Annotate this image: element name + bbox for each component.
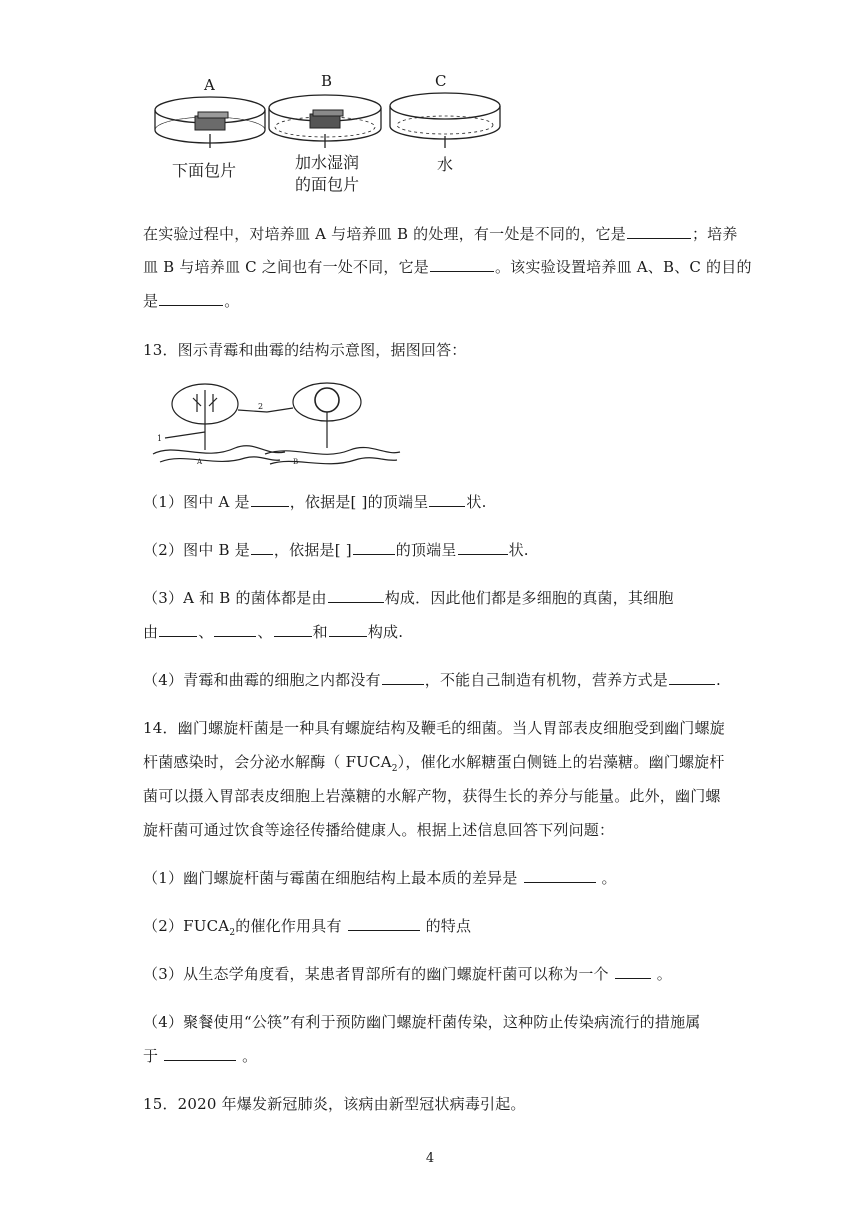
petri-dish-figure [150,72,510,202]
q12-line-1 [143,224,738,244]
answer-blank [251,492,289,507]
q14-line-4: 旋杆菌可通过饮食等途径传播给健康人。根据上述信息回答下列问题： [143,821,615,839]
fig-label-a: A [197,458,203,466]
q14-text: 杆菌感染时，会分泌水解酶（ FUCA [143,753,392,771]
answer-blank [627,224,691,239]
fig-label-1: 1 [157,434,163,443]
answer-blank [524,868,596,883]
q13-part-3-cont [143,622,403,642]
page-number: 4 [425,1151,435,1166]
answer-blank [214,622,256,637]
q13-text: . [715,671,721,689]
answer-blank [274,622,312,637]
q13-part-4 [143,670,721,690]
caption-wet-bread-2: 的面包片 [295,175,360,194]
q13-text: ，依据是[ ] [273,541,352,559]
dish-label-b: B [321,72,333,90]
mold-drawing [145,382,475,472]
q13-text: 构成. [367,623,404,641]
q13-text: 和 [312,623,328,641]
answer-blank [159,622,197,637]
answer-blank [348,916,420,931]
q14-text: （2）FUCA [143,917,230,935]
q14-sub-2 [143,916,471,943]
q13-text: 、 [257,623,273,641]
q14-text: ），催化水解糖蛋白侧链上的岩藻糖。幽门螺旋杆 [397,753,725,771]
q13-text: 由 [143,623,159,641]
answer-blank [164,1046,236,1061]
subscript: 2 [229,928,236,938]
answer-blank [328,588,384,603]
answer-blank [329,622,367,637]
answer-blank [159,291,223,306]
fig-label-2: 2 [258,402,264,411]
q13-title: 13．图示青霉和曲霉的结构示意图，据图回答： [143,341,467,359]
q14-text: 。 [601,869,617,887]
q12-text: 是 [143,292,159,310]
subscript: 2 [391,764,398,774]
q12-line-2 [143,257,752,277]
q12-text: 在实验过程中，对培养皿 A 与培养皿 B 的处理，有一处是不同的，它是 [143,225,626,243]
caption-wet-bread-1: 加水湿润 [295,153,360,172]
q13-part-1 [143,492,487,512]
dish-label-c: C [435,72,447,90]
q14-text: 。 [656,965,672,983]
q14-sub-3 [143,964,672,984]
q12-text: 。该实验设置培养皿 A、B、C 的目的 [494,258,752,276]
mold-structure-figure [145,382,475,472]
q14-text: （1）幽门螺旋杆菌与霉菌在细胞结构上最本质的差异是 [143,869,518,887]
q13-text: 状. [466,493,487,511]
caption-water: 水 [437,155,454,174]
q12-text: 皿 B 与培养皿 C 之间也有一处不同，它是 [143,258,429,276]
q12-text: 。 [224,292,240,310]
answer-blank [251,540,273,555]
answer-blank [458,540,508,555]
q13-text: ，依据是[ ]的顶端呈 [289,493,429,511]
q14-text: 于 [143,1047,159,1065]
q12-line-3 [143,291,239,311]
q14-sub-1 [143,868,617,888]
q13-text: （1）图中 A 是 [143,493,250,511]
q14-line-2 [143,752,725,779]
answer-blank [382,670,424,685]
q12-text: ；培养 [691,225,738,243]
answer-blank [429,492,465,507]
q13-text: （4）青霉和曲霉的细胞之内都没有 [143,671,381,689]
q14-text: （3）从生态学角度看，某患者胃部所有的幽门螺旋杆菌可以称为一个 [143,965,609,983]
q13-text: （2）图中 B 是 [143,541,250,559]
caption-bread: 下面包片 [172,161,237,180]
q14-sub-4: （4）聚餐使用“公筷”有利于预防幽门螺旋杆菌传染，这种防止传染病流行的措施属 [143,1013,701,1031]
q14-text: 的特点 [425,917,472,935]
q15-line: 15．2020 年爆发新冠肺炎，该病由新型冠状病毒引起。 [143,1095,526,1113]
q14-text: 。 [242,1047,258,1065]
q14-text: 的催化作用具有 [235,917,342,935]
answer-blank [615,964,651,979]
q13-part-2 [143,540,529,560]
q14-line-3: 菌可以摄入胃部表皮细胞上岩藻糖的水解产物，获得生长的养分与能量。此外，幽门螺 [143,787,721,805]
answer-blank [353,540,395,555]
q13-text: 的顶端呈 [395,541,457,559]
q14-line-1: 14．幽门螺旋杆菌是一种具有螺旋结构及鞭毛的细菌。当人胃部表皮细胞受到幽门螺旋 [143,719,725,737]
q13-text: 、 [198,623,214,641]
q13-text: 状. [508,541,529,559]
q13-text: ，不能自己制造有机物，营养方式是 [424,671,668,689]
answer-blank [669,670,715,685]
q13-text: （3）A 和 B 的菌体都是由 [143,589,327,607]
fig-label-b: B [293,458,299,466]
dish-label-a: A [204,76,215,94]
q13-part-3 [143,588,674,608]
q14-sub-4-cont [143,1046,257,1066]
answer-blank [430,257,494,272]
q13-text: 构成．因此他们都是多细胞的真菌，其细胞 [384,589,674,607]
